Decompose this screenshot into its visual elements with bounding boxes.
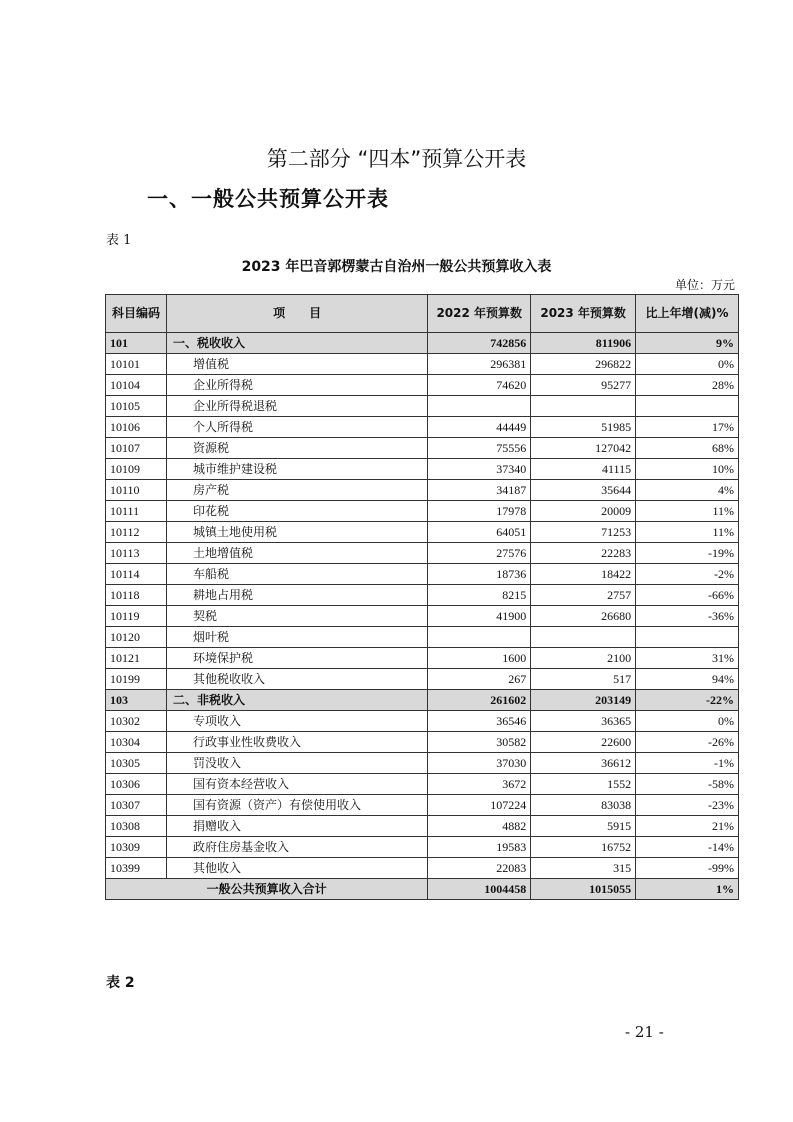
row-code: 10114 <box>106 564 167 585</box>
total-2023: 1015055 <box>531 879 636 900</box>
header-2023: 2023 年预算数 <box>531 295 636 333</box>
row-item: 企业所得税退税 <box>166 396 427 417</box>
row-change: 68% <box>636 438 739 459</box>
table-row <box>106 438 739 459</box>
row-2023: 83038 <box>531 795 636 816</box>
row-2022: 107224 <box>428 795 531 816</box>
table-row <box>106 564 739 585</box>
header-2022: 2022 年预算数 <box>428 295 531 333</box>
row-item: 政府住房基金收入 <box>166 837 427 858</box>
row-2023: 22600 <box>531 732 636 753</box>
row-2022: 22083 <box>428 858 531 879</box>
row-code: 10399 <box>106 858 167 879</box>
total-row <box>106 879 739 900</box>
row-2023 <box>531 627 636 648</box>
row-2022: 267 <box>428 669 531 690</box>
table-row <box>106 816 739 837</box>
row-code: 103 <box>106 690 167 711</box>
row-change: -14% <box>636 837 739 858</box>
row-2023: 2757 <box>531 585 636 606</box>
row-2022: 19583 <box>428 837 531 858</box>
row-2023: 22283 <box>531 543 636 564</box>
table-row <box>106 396 739 417</box>
table-row <box>106 480 739 501</box>
row-code: 10121 <box>106 648 167 669</box>
row-2023: 71253 <box>531 522 636 543</box>
row-item: 企业所得税 <box>166 375 427 396</box>
row-code: 10107 <box>106 438 167 459</box>
row-change: -58% <box>636 774 739 795</box>
row-2023: 51985 <box>531 417 636 438</box>
part-title: 第二部分 “四本”预算公开表 <box>266 147 527 171</box>
row-change: 0% <box>636 711 739 732</box>
row-item: 环境保护税 <box>166 648 427 669</box>
row-change: -66% <box>636 585 739 606</box>
row-2022: 1600 <box>428 648 531 669</box>
row-2023: 811906 <box>531 333 636 354</box>
row-change: 28% <box>636 375 739 396</box>
row-code: 10305 <box>106 753 167 774</box>
row-item: 行政事业性收费收入 <box>166 732 427 753</box>
row-2023: 16752 <box>531 837 636 858</box>
row-2023: 5915 <box>531 816 636 837</box>
row-change <box>636 627 739 648</box>
table-row <box>106 732 739 753</box>
budget-revenue-table <box>105 294 739 900</box>
row-2022: 4882 <box>428 816 531 837</box>
table-row <box>106 711 739 732</box>
row-change: -26% <box>636 732 739 753</box>
row-item: 耕地占用税 <box>166 585 427 606</box>
row-2023: 315 <box>531 858 636 879</box>
row-code: 10307 <box>106 795 167 816</box>
row-change: 31% <box>636 648 739 669</box>
row-code: 10104 <box>106 375 167 396</box>
row-item: 契税 <box>166 606 427 627</box>
table-row <box>106 669 739 690</box>
row-2023: 18422 <box>531 564 636 585</box>
row-item: 其他税收收入 <box>166 669 427 690</box>
total-label: 一般公共预算收入合计 <box>106 879 428 900</box>
table-row <box>106 522 739 543</box>
row-code: 101 <box>106 333 167 354</box>
row-change: 21% <box>636 816 739 837</box>
row-2022: 75556 <box>428 438 531 459</box>
table-body <box>106 333 739 879</box>
row-item: 捐赠收入 <box>166 816 427 837</box>
row-2022: 261602 <box>428 690 531 711</box>
row-2022: 30582 <box>428 732 531 753</box>
row-2023: 36365 <box>531 711 636 732</box>
row-item: 国有资本经营收入 <box>166 774 427 795</box>
table-row <box>106 774 739 795</box>
row-2023: 517 <box>531 669 636 690</box>
row-change: 4% <box>636 480 739 501</box>
table-row <box>106 858 739 879</box>
row-code: 10111 <box>106 501 167 522</box>
header-code: 科目编码 <box>106 295 167 333</box>
row-code: 10113 <box>106 543 167 564</box>
row-2022: 27576 <box>428 543 531 564</box>
row-code: 10304 <box>106 732 167 753</box>
category-row <box>106 690 739 711</box>
row-2023: 203149 <box>531 690 636 711</box>
row-2023: 2100 <box>531 648 636 669</box>
row-change: 17% <box>636 417 739 438</box>
row-change: -19% <box>636 543 739 564</box>
row-change: -36% <box>636 606 739 627</box>
row-code: 10306 <box>106 774 167 795</box>
table2-label: 表 2 <box>106 975 135 991</box>
row-code: 10302 <box>106 711 167 732</box>
table-row <box>106 648 739 669</box>
row-change: 11% <box>636 501 739 522</box>
row-item: 个人所得税 <box>166 417 427 438</box>
table-row <box>106 837 739 858</box>
row-change: -2% <box>636 564 739 585</box>
section-title: 一、一般公共预算公开表 <box>147 186 389 211</box>
table-label: 表 1 <box>106 233 132 248</box>
row-code: 10120 <box>106 627 167 648</box>
row-change: 11% <box>636 522 739 543</box>
table-row <box>106 585 739 606</box>
row-2023: 127042 <box>531 438 636 459</box>
row-2022: 64051 <box>428 522 531 543</box>
row-2023: 35644 <box>531 480 636 501</box>
row-item: 其他收入 <box>166 858 427 879</box>
row-code: 10199 <box>106 669 167 690</box>
row-change: -22% <box>636 690 739 711</box>
row-code: 10110 <box>106 480 167 501</box>
row-code: 10101 <box>106 354 167 375</box>
row-2022: 18736 <box>428 564 531 585</box>
row-change: -1% <box>636 753 739 774</box>
total-change: 1% <box>636 879 739 900</box>
row-2022: 17978 <box>428 501 531 522</box>
table-title: 2023 年巴音郭楞蒙古自治州一般公共预算收入表 <box>241 259 552 275</box>
row-2022: 41900 <box>428 606 531 627</box>
header-change: 比上年增(减)% <box>636 295 739 333</box>
row-item: 城市维护建设税 <box>166 459 427 480</box>
row-2022 <box>428 627 531 648</box>
row-2023: 36612 <box>531 753 636 774</box>
row-code: 10118 <box>106 585 167 606</box>
row-item: 土地增值税 <box>166 543 427 564</box>
table-row <box>106 627 739 648</box>
row-2023: 1552 <box>531 774 636 795</box>
row-change: -23% <box>636 795 739 816</box>
row-item: 车船税 <box>166 564 427 585</box>
row-2023: 41115 <box>531 459 636 480</box>
row-code: 10308 <box>106 816 167 837</box>
row-2023: 20009 <box>531 501 636 522</box>
table-row <box>106 606 739 627</box>
row-change: -99% <box>636 858 739 879</box>
table-row <box>106 543 739 564</box>
row-2022 <box>428 396 531 417</box>
row-2023 <box>531 396 636 417</box>
row-item: 印花税 <box>166 501 427 522</box>
row-item: 二、非税收入 <box>166 690 427 711</box>
category-row <box>106 333 739 354</box>
row-2022: 34187 <box>428 480 531 501</box>
table-row <box>106 459 739 480</box>
row-change: 94% <box>636 669 739 690</box>
row-2022: 296381 <box>428 354 531 375</box>
row-2023: 296822 <box>531 354 636 375</box>
table-row <box>106 501 739 522</box>
row-change <box>636 396 739 417</box>
row-code: 10106 <box>106 417 167 438</box>
row-item: 增值税 <box>166 354 427 375</box>
row-2022: 36546 <box>428 711 531 732</box>
table-row <box>106 795 739 816</box>
row-2022: 37340 <box>428 459 531 480</box>
table-header-row <box>106 295 739 333</box>
row-item: 资源税 <box>166 438 427 459</box>
row-change: 10% <box>636 459 739 480</box>
row-item: 城镇土地使用税 <box>166 522 427 543</box>
table-row <box>106 354 739 375</box>
table-row <box>106 753 739 774</box>
row-item: 房产税 <box>166 480 427 501</box>
row-2023: 26680 <box>531 606 636 627</box>
row-change: 0% <box>636 354 739 375</box>
table-row <box>106 417 739 438</box>
total-2022: 1004458 <box>428 879 531 900</box>
row-code: 10109 <box>106 459 167 480</box>
unit-label: 单位：万元 <box>674 278 735 292</box>
row-code: 10309 <box>106 837 167 858</box>
row-change: 9% <box>636 333 739 354</box>
row-2022: 44449 <box>428 417 531 438</box>
row-code: 10119 <box>106 606 167 627</box>
row-2022: 742856 <box>428 333 531 354</box>
page-number: - 21 - <box>625 1023 664 1041</box>
row-item: 专项收入 <box>166 711 427 732</box>
header-item: 项 目 <box>166 295 427 333</box>
row-item: 国有资源（资产）有偿使用收入 <box>166 795 427 816</box>
row-item: 一、税收收入 <box>166 333 427 354</box>
row-item: 罚没收入 <box>166 753 427 774</box>
row-code: 10105 <box>106 396 167 417</box>
row-code: 10112 <box>106 522 167 543</box>
row-2022: 74620 <box>428 375 531 396</box>
row-2022: 3672 <box>428 774 531 795</box>
row-2022: 8215 <box>428 585 531 606</box>
row-2022: 37030 <box>428 753 531 774</box>
row-2023: 95277 <box>531 375 636 396</box>
row-item: 烟叶税 <box>166 627 427 648</box>
table-row <box>106 375 739 396</box>
